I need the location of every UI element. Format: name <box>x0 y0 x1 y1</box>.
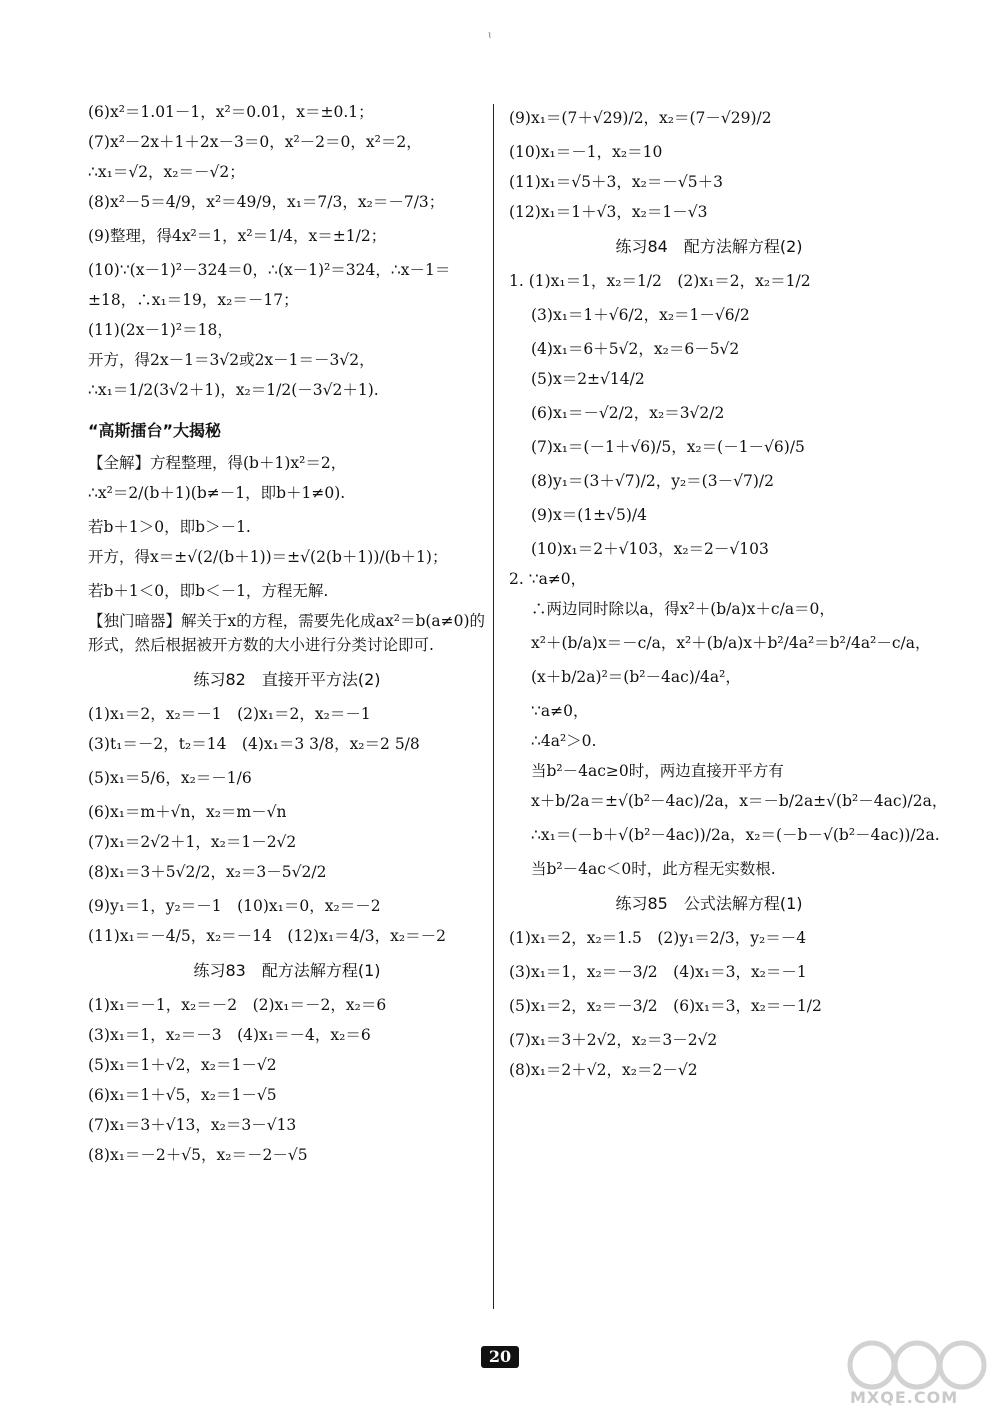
proof-line: 2. ∵a≠0， <box>509 570 587 588</box>
answer-line: ∴x₁＝√2，x₂＝－√2； <box>88 163 245 181</box>
answer-line: (5)x₁＝1＋√2，x₂＝1－√2 <box>88 1056 277 1074</box>
answer-line: (8)x₁＝3＋5√2/2，x₂＝3－5√2/2 <box>88 863 327 881</box>
page-number: 20 <box>481 1346 519 1368</box>
answer-line: (7)x₁＝3＋√13，x₂＝3－√13 <box>88 1116 297 1134</box>
proof-line: ∴x₁＝(－b＋√(b²－4ac))/2a，x₂＝(－b－√(b²－4ac))/2a. <box>531 826 940 844</box>
exercise-85-title: 练习85 公式法解方程(1) <box>615 894 803 913</box>
answer-line: 若b＋1＜0，即b＜－1，方程无解. <box>88 582 329 600</box>
answer-line: (3)x₁＝1＋√6/2，x₂＝1－√6/2 <box>531 306 750 324</box>
answer-line: 【全解】方程整理，得(b＋1)x²＝2， <box>88 454 347 472</box>
answer-line: (8)x₁＝－2＋√5，x₂＝－2－√5 <box>88 1146 308 1164</box>
exercise-82-title: 练习82 直接开平方法(2) <box>193 670 381 689</box>
proof-line: x²＋(b/a)x＝－c/a，x²＋(b/a)x＋b²/4a²＝b²/4a²－c/a， <box>531 634 931 652</box>
answer-line: (8)x²－5＝4/9，x²＝49/9，x₁＝7/3，x₂＝－7/3； <box>88 193 445 211</box>
exercise-83-title: 练习83 配方法解方程(1) <box>193 961 381 980</box>
answer-line: (12)x₁＝1＋√3，x₂＝1－√3 <box>509 203 708 221</box>
answer-line: (9)x＝(1±√5)/4 <box>531 506 647 524</box>
answer-line: (9)y₁＝1，y₂＝－1 (10)x₁＝0，x₂＝－2 <box>88 897 381 915</box>
answer-line: (4)x₁＝6＋5√2，x₂＝6－5√2 <box>531 340 740 358</box>
answer-line: (6)x₁＝1＋√5，x₂＝1－√5 <box>88 1086 277 1104</box>
answer-line: (1)x₁＝－1，x₂＝－2 (2)x₁＝－2，x₂＝6 <box>88 996 387 1014</box>
proof-line: x＋b/2a＝±√(b²－4ac)/2a，x＝－b/2a±√(b²－4ac)/2a， <box>531 792 948 810</box>
answer-line: (10)x₁＝－1，x₂＝10 <box>509 143 663 161</box>
column-divider <box>493 104 494 1309</box>
answer-line: (1)x₁＝2，x₂＝1.5 (2)y₁＝2/3，y₂＝－4 <box>509 929 807 947</box>
answer-line: (3)x₁＝1，x₂＝－3 (4)x₁＝－4，x₂＝6 <box>88 1026 371 1044</box>
answer-line: ∴x²＝2/(b＋1)(b≠－1，即b＋1≠0). <box>88 484 346 502</box>
proof-line: (x＋b/2a)²＝(b²－4ac)/4a²， <box>531 668 741 686</box>
answer-line: (7)x²－2x＋1＋2x－3＝0，x²－2＝0，x²＝2， <box>88 133 422 151</box>
answer-line: (8)y₁＝(3＋√7)/2，y₂＝(3－√7)/2 <box>531 472 774 490</box>
answer-line: (7)x₁＝3＋2√2，x₂＝3－2√2 <box>509 1031 718 1049</box>
proof-line: ∵a≠0， <box>531 702 589 720</box>
answer-line: (6)x₁＝m＋√n，x₂＝m－√n <box>88 803 287 821</box>
answer-line: (5)x₁＝5/6，x₂＝－1/6 <box>88 769 252 787</box>
answer-line: (5)x₁＝2，x₂＝－3/2 (6)x₁＝3，x₂＝－1/2 <box>509 997 822 1015</box>
answer-line: (8)x₁＝2＋√2，x₂＝2－√2 <box>509 1061 698 1079</box>
watermark-text: MXQE.COM <box>850 1388 959 1407</box>
proof-line: 当b²－4ac＜0时，此方程无实数根. <box>531 860 776 878</box>
answer-line: (6)x₁＝－√2/2，x₂＝3√2/2 <box>531 404 725 422</box>
answer-line: (1)x₁＝2，x₂＝－1 (2)x₁＝2，x₂＝－1 <box>88 705 371 723</box>
top-mark: ɩ <box>488 30 492 41</box>
answer-line: (9)整理，得4x²＝1，x²＝1/4，x＝±1/2； <box>88 227 387 245</box>
answer-line: (10)x₁＝2＋√103，x₂＝2－√103 <box>531 540 769 558</box>
answer-line: (3)x₁＝1，x₂＝－3/2 (4)x₁＝3，x₂＝－1 <box>509 963 807 981</box>
answer-line: (10)∵(x－1)²－324＝0，∴(x－1)²＝324，∴x－1＝ <box>88 261 451 279</box>
answer-line: ±18，∴x₁＝19，x₂＝－17； <box>88 291 299 309</box>
section-title: “高斯擂台”大揭秘 <box>88 421 222 440</box>
answer-line: ∴x₁＝1/2(3√2＋1)，x₂＝1/2(－3√2＋1). <box>88 381 379 399</box>
proof-line: 当b²－4ac≥0时，两边直接开平方有 <box>531 762 784 780</box>
answer-line: 开方，得x＝±√(2/(b＋1))＝±√(2(b＋1))/(b＋1)； <box>88 548 448 566</box>
answer-line: (5)x＝2±√14/2 <box>531 370 645 388</box>
exercise-84-title: 练习84 配方法解方程(2) <box>615 237 803 256</box>
answer-line: (7)x₁＝(－1＋√6)/5，x₂＝(－1－√6)/5 <box>531 438 805 456</box>
answer-line: (9)x₁＝(7＋√29)/2，x₂＝(7－√29)/2 <box>509 109 772 127</box>
answer-line: (3)t₁＝－2，t₂＝14 (4)x₁＝3 3/8，x₂＝2 5/8 <box>88 735 420 753</box>
answer-line: (6)x²＝1.01－1，x²＝0.01，x＝±0.1； <box>88 103 374 121</box>
proof-line: ∴两边同时除以a，得x²＋(b/a)x＋c/a＝0， <box>531 600 835 618</box>
answer-line: 若b＋1＞0，即b＞－1. <box>88 518 251 536</box>
answer-line: 1. (1)x₁＝1，x₂＝1/2 (2)x₁＝2，x₂＝1/2 <box>509 272 811 290</box>
answer-line: 开方，得2x－1＝3√2或2x－1＝－3√2， <box>88 351 375 369</box>
answer-line: (7)x₁＝2√2＋1，x₂＝1－2√2 <box>88 833 297 851</box>
answer-line: (11)(2x－1)²＝18， <box>88 321 233 339</box>
answer-line: (11)x₁＝－4/5，x₂＝－14 (12)x₁＝4/3，x₂＝－2 <box>88 927 446 945</box>
proof-line: ∴4a²＞0. <box>531 732 597 750</box>
left-column <box>88 100 486 1173</box>
answer-paragraph: 【独门暗器】解关于x的方程，需要先化成ax²＝b(a≠0)的形式，然后根据被开方数的大小进行分类讨论即可. <box>88 612 486 654</box>
right-column <box>509 100 948 1088</box>
answer-line: (11)x₁＝√5＋3，x₂＝－√5＋3 <box>509 173 723 191</box>
